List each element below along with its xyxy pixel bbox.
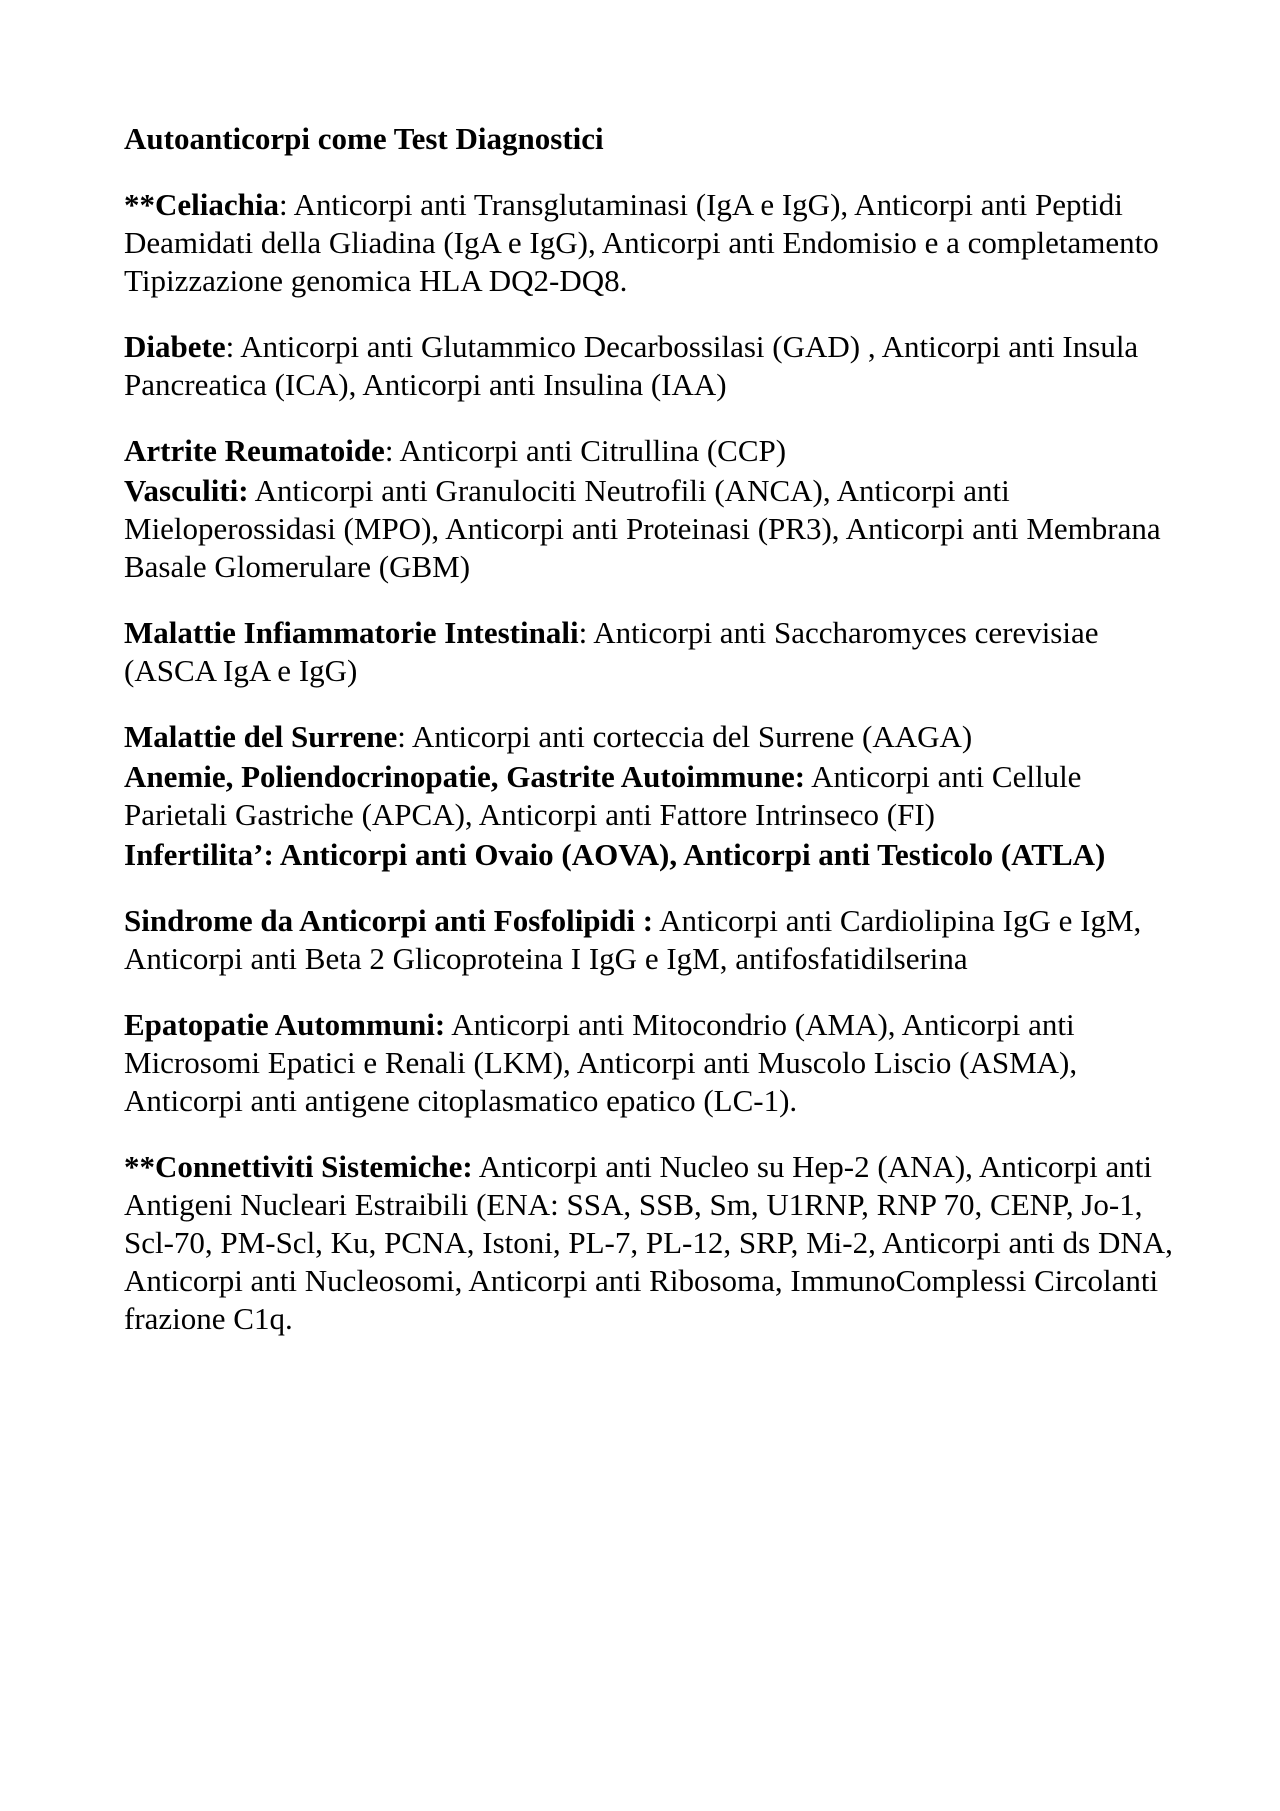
section-label: Vasculiti: xyxy=(124,473,249,508)
section-label: Malattie del Surrene xyxy=(124,719,398,754)
section-separator: : xyxy=(397,719,412,754)
section-connettiviti xyxy=(124,1148,1184,1338)
section-label: Infertilita’: Anticorpi anti Ovaio (AOVA), Anticorpi anti Testicolo (ATLA) xyxy=(124,837,1106,872)
section-text: Anticorpi anti Cardiolipina IgG e IgM, Anticorpi anti Beta 2 Glicoproteina I IgG e IgM, antifosfatidilserina xyxy=(124,903,1142,976)
section-separator: : xyxy=(279,187,294,222)
section-label: **Connettiviti Sistemiche: xyxy=(124,1149,473,1184)
section-malattie-surrene xyxy=(124,718,1184,756)
section-diabete xyxy=(124,328,1184,404)
section-text: Anticorpi anti Cellule Parietali Gastriche (APCA), Anticorpi anti Fattore Intrinseco (FI) xyxy=(124,759,1082,832)
section-separator: : xyxy=(578,615,594,650)
section-text: Anticorpi anti Citrullina (CCP) xyxy=(399,433,787,468)
document-page xyxy=(124,120,1184,1338)
section-separator: : xyxy=(225,329,241,364)
section-text: Anticorpi anti Transglutaminasi (IgA e IgG), Anticorpi anti Peptidi Deamidati della Gliadina (IgA e IgG), Anticorpi anti Endomisio e a completamento Tipizzazione genomica HLA DQ2-DQ8. xyxy=(124,187,1159,298)
section-label: Artrite Reumatoide xyxy=(124,433,385,468)
document-title: Autoanticorpi come Test Diagnostici xyxy=(124,121,604,156)
section-text: Anticorpi anti Saccharomyces cerevisiae (ASCA IgA e IgG) xyxy=(124,615,1099,688)
section-anemie xyxy=(124,758,1184,834)
section-celiachia xyxy=(124,186,1184,300)
section-text: Anticorpi anti Glutammico Decarbossilasi (GAD) , Anticorpi anti Insula Pancreatica (ICA), Anticorpi anti Insulina (IAA) xyxy=(124,329,1139,402)
section-label: Anemie, Poliendocrinopatie, Gastrite Autoimmune: xyxy=(124,759,806,794)
section-label: Sindrome da Anticorpi anti Fosfolipidi : xyxy=(124,903,654,938)
section-text: Anticorpi anti Mitocondrio (AMA), Anticorpi anti Microsomi Epatici e Renali (LKM), Anticorpi anti Muscolo Liscio (ASMA), Anticorpi anti antigene citoplasmatico epatico (LC-1). xyxy=(124,1007,1078,1118)
section-epatopatie xyxy=(124,1006,1184,1120)
section-label: Epatopatie Autommuni: xyxy=(124,1007,446,1042)
section-separator: : xyxy=(384,433,400,468)
section-text: Anticorpi anti Granulociti Neutrofili (ANCA), Anticorpi anti Mieloperossidasi (MPO), Anticorpi anti Proteinasi (PR3), Anticorpi anti Membrana Basale Glomerulare (GBM) xyxy=(124,473,1161,584)
section-infertilita xyxy=(124,836,1184,874)
section-artrite-reumatoide xyxy=(124,432,1184,470)
section-text: Anticorpi anti corteccia del Surrene (AAGA) xyxy=(411,719,973,754)
section-vasculiti xyxy=(124,472,1184,586)
section-sindrome-fosfolipidi xyxy=(124,902,1184,978)
section-label: **Celiachia xyxy=(124,187,279,222)
section-label: Diabete xyxy=(124,329,226,364)
section-malattie-infiammatorie xyxy=(124,614,1184,690)
section-text: Anticorpi anti Nucleo su Hep-2 (ANA), Anticorpi anti Antigeni Nucleari Estraibili (ENA: SSA, SSB, Sm, U1RNP, RNP 70, CENP, Jo-1, Scl-70, PM-Scl, Ku, PCNA, Istoni, PL-7, PL-12, SRP, Mi-2, Anticorpi anti ds DNA, Anticorpi anti Nucleosomi, Anticorpi anti Ribosoma, ImmunoComplessi Circolanti frazione C1q. xyxy=(124,1149,1173,1336)
section-label: Malattie Infiammatorie Intestinali xyxy=(124,615,579,650)
